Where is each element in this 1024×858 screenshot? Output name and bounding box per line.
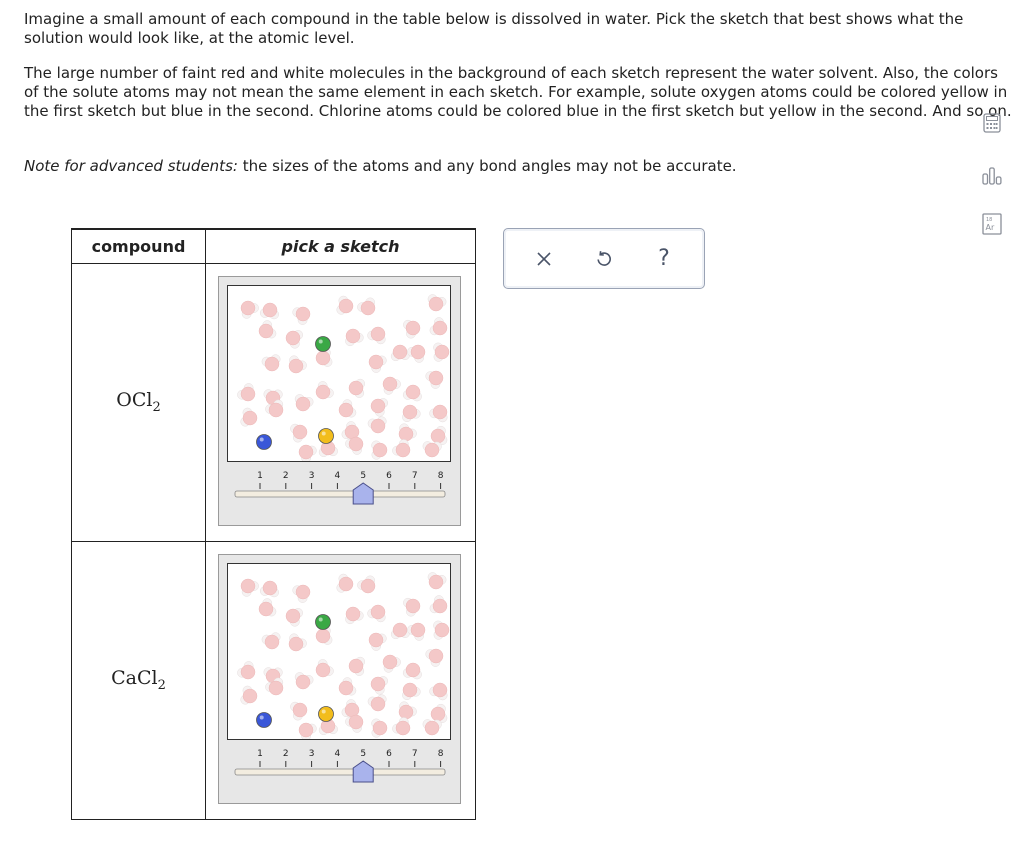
advanced-note-label: Note for advanced students:	[24, 157, 238, 175]
water-molecule	[407, 345, 425, 362]
water-molecule	[345, 437, 363, 455]
water-molecule	[391, 623, 410, 639]
header-compound: compound	[72, 229, 206, 263]
water-molecule	[428, 294, 446, 311]
slider-tick-label: 3	[308, 470, 315, 481]
water-molecule	[259, 598, 276, 616]
water-molecule	[383, 655, 401, 672]
water-molecule	[430, 317, 447, 335]
help-icon: ?	[658, 246, 670, 271]
water-molecule	[337, 574, 353, 592]
periodic-table-icon	[982, 213, 1002, 235]
sketch-picker	[218, 276, 461, 526]
water-molecule	[290, 702, 307, 720]
water-molecule	[392, 717, 410, 735]
ptable-symbol: Ar	[985, 223, 995, 232]
compound-table	[71, 228, 476, 820]
water-molecule	[403, 385, 421, 401]
water-molecule	[392, 439, 410, 457]
water-molecule	[368, 605, 386, 622]
water-molecule	[260, 581, 278, 597]
calculator-icon	[983, 113, 1001, 133]
water-molecule	[295, 394, 313, 411]
water-molecule	[403, 320, 420, 338]
water-molecule	[430, 405, 448, 422]
water-molecule	[299, 445, 316, 461]
slider-tick-label: 4	[334, 748, 341, 759]
water-molecule	[345, 715, 363, 733]
water-molecule	[316, 381, 334, 399]
question-explanation: The large number of faint red and white molecules in the background of each sketch represent the water solvent. Also, the colors of the solute atoms may not mean the same element in each sketch. For example, solute oxygen atoms could be colored yellow in the first sketch but blue in the second. Chlorine atoms could be colored blue in the first sketch but yellow in the second. And so on.	[24, 64, 1012, 120]
water-molecule	[259, 320, 276, 338]
water-molecule	[316, 659, 334, 677]
slider-tick-label: 7	[411, 748, 418, 759]
slider-tick-label: 5	[360, 470, 367, 481]
water-molecule	[369, 355, 386, 373]
water-molecule	[262, 354, 280, 370]
water-molecule	[357, 297, 375, 314]
molecule-sketch	[227, 285, 451, 462]
water-molecule	[241, 685, 257, 703]
water-molecule	[289, 355, 307, 372]
solute-atom-green	[316, 614, 331, 629]
advanced-note	[24, 157, 1014, 176]
slider-tick-label: 1	[257, 748, 263, 759]
water-molecule	[433, 342, 449, 361]
water-molecule	[372, 440, 387, 459]
water-molecule	[399, 701, 417, 718]
water-molecule	[403, 598, 420, 616]
slider-tick-label: 5	[360, 748, 367, 759]
slider-track[interactable]	[235, 491, 445, 497]
slider-tick-label: 6	[386, 470, 392, 481]
slider-tick-label: 1	[257, 470, 263, 481]
solute-atom-green	[316, 336, 331, 351]
slider-track[interactable]	[235, 769, 445, 775]
water-molecule	[368, 327, 386, 344]
water-molecule	[383, 377, 401, 394]
water-molecule	[345, 329, 363, 346]
slider-tick-label: 8	[437, 748, 444, 759]
water-molecule	[431, 704, 447, 722]
water-molecule	[371, 676, 388, 694]
water-molecule	[293, 585, 310, 603]
compound-formula: OCl$_2$	[72, 263, 206, 541]
water-molecule	[430, 595, 447, 613]
answer-action-panel	[503, 228, 705, 289]
table-row	[72, 541, 476, 819]
water-molecule	[286, 608, 303, 626]
advanced-note-text: the sizes of the atoms and any bond angles may not be accurate.	[237, 157, 737, 175]
sketch-slider[interactable]	[219, 745, 462, 795]
water-molecule	[431, 426, 447, 444]
water-molecule	[260, 303, 278, 319]
water-molecule	[342, 421, 359, 439]
water-molecule	[407, 623, 425, 640]
water-molecule	[241, 301, 259, 318]
water-molecule	[391, 345, 410, 361]
compound-formula: CaCl$_2$	[72, 541, 206, 819]
solute-atom-blue	[257, 712, 272, 727]
water-molecule	[299, 723, 316, 739]
water-molecule	[241, 407, 257, 425]
water-molecule	[433, 620, 449, 639]
sketch-picker	[218, 554, 461, 804]
solute-atom-blue	[257, 434, 272, 449]
water-molecule	[293, 307, 310, 325]
water-molecule	[402, 683, 420, 700]
water-molecule	[430, 683, 448, 700]
close-button[interactable]	[529, 244, 559, 274]
water-molecule	[368, 694, 386, 710]
periodic-table-button[interactable]	[980, 212, 1004, 236]
water-molecule	[428, 572, 446, 589]
molecule-sketch	[227, 563, 451, 740]
slider-tick-label: 3	[308, 748, 315, 759]
water-molecule	[399, 423, 417, 440]
water-molecule	[426, 371, 443, 389]
slider-tick-label: 7	[411, 470, 418, 481]
water-molecule	[349, 657, 365, 676]
question-intro: Imagine a small amount of each compound in the table below is dissolved in water. Pick the sketch that best shows what the solution would look like, at the atomic level.	[24, 10, 964, 47]
water-molecule	[369, 633, 386, 651]
water-molecule	[339, 399, 356, 417]
table-row	[72, 263, 476, 541]
calculator-button[interactable]	[980, 111, 1004, 135]
water-molecule	[342, 699, 359, 717]
sketch-slider[interactable]	[219, 467, 462, 517]
water-molecule	[295, 672, 313, 689]
bar-chart-icon	[981, 166, 1003, 186]
slider-handle[interactable]	[353, 483, 373, 504]
slider-tick-label: 6	[386, 748, 392, 759]
data-button[interactable]	[980, 164, 1004, 188]
water-molecule	[349, 379, 365, 398]
slider-handle[interactable]	[353, 761, 373, 782]
water-molecule	[423, 441, 442, 457]
slider-tick-label: 2	[282, 470, 289, 481]
slider-tick-label: 2	[282, 748, 289, 759]
water-molecule	[241, 579, 259, 596]
water-molecule	[290, 424, 307, 442]
help-button[interactable]	[649, 244, 679, 274]
undo-icon	[595, 250, 613, 268]
header-pick-sketch: pick a sketch	[206, 229, 476, 263]
water-molecule	[289, 633, 307, 650]
ptable-number: 18	[986, 217, 993, 223]
water-molecule	[237, 661, 255, 679]
water-molecule	[426, 649, 443, 667]
solute-atom-yellow	[319, 706, 334, 721]
water-molecule	[403, 663, 421, 679]
water-molecule	[357, 575, 375, 592]
solute-atom-yellow	[319, 428, 334, 443]
water-molecule	[368, 416, 386, 432]
undo-button[interactable]	[589, 244, 619, 274]
water-molecule	[345, 607, 363, 624]
water-molecule	[371, 398, 388, 416]
water-molecule	[339, 677, 356, 695]
water-molecule	[337, 296, 353, 314]
water-molecule	[262, 632, 280, 648]
slider-tick-label: 8	[437, 470, 444, 481]
slider-tick-label: 4	[334, 470, 341, 481]
water-molecule	[372, 718, 387, 737]
water-molecule	[423, 719, 442, 735]
water-molecule	[237, 383, 255, 401]
close-icon	[536, 251, 552, 267]
water-molecule	[286, 330, 303, 348]
water-molecule	[402, 405, 420, 422]
